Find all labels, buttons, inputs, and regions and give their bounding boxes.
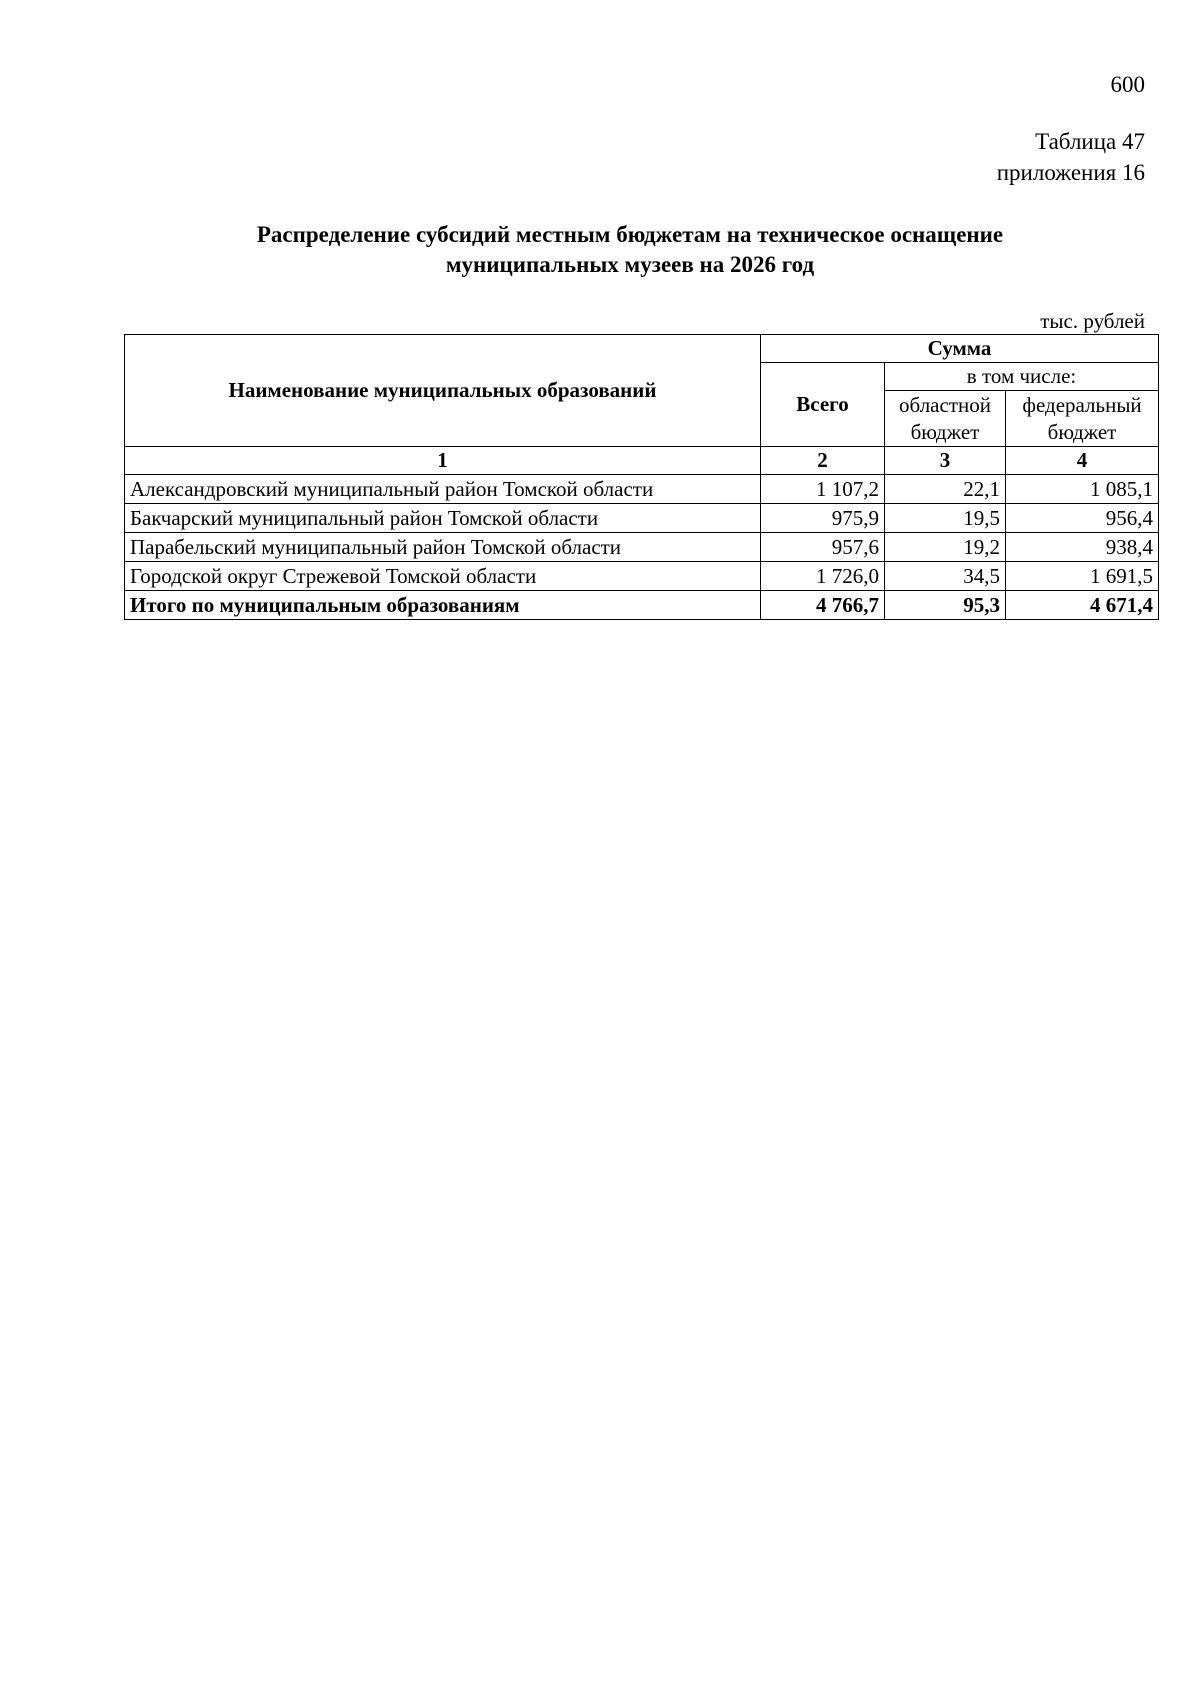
column-number-2: 2 <box>761 447 885 475</box>
column-number-3: 3 <box>885 447 1006 475</box>
page-number: 600 <box>1110 72 1145 97</box>
total-row <box>125 591 1159 620</box>
total-amount: 1 107,2 <box>761 475 885 504</box>
header-sum: Сумма <box>761 335 1159 363</box>
grand-federal-amount: 4 671,4 <box>1006 591 1159 620</box>
federal-amount: 1 085,1 <box>1006 475 1159 504</box>
municipality-name: Городской округ Стрежевой Томской области <box>125 562 761 591</box>
municipality-name: Александровский муниципальный район Томской области <box>125 475 761 504</box>
document-title-line2: муниципальных музеев на 2026 год <box>445 252 815 277</box>
header-including: в том числе: <box>885 363 1159 391</box>
header-name: Наименование муниципальных образований <box>125 335 761 447</box>
grand-regional-amount: 95,3 <box>885 591 1006 620</box>
regional-amount: 22,1 <box>885 475 1006 504</box>
table-row <box>125 533 1159 562</box>
regional-amount: 19,5 <box>885 504 1006 533</box>
document-title-line1: Распределение субсидий местным бюджетам на техническое оснащение <box>256 222 1004 247</box>
total-amount: 957,6 <box>761 533 885 562</box>
subsidies-table <box>124 334 1159 620</box>
header-federal-line2: бюджет <box>1047 419 1117 444</box>
header-total: Всего <box>761 363 885 447</box>
units-label: тыс. рублей <box>1040 309 1145 333</box>
table-reference-line1: Таблица 47 <box>1035 129 1145 154</box>
regional-amount: 19,2 <box>885 533 1006 562</box>
federal-amount: 956,4 <box>1006 504 1159 533</box>
document-title <box>0 220 1200 280</box>
header-regional-budget <box>885 391 1006 447</box>
column-number-4: 4 <box>1006 447 1159 475</box>
federal-amount: 938,4 <box>1006 533 1159 562</box>
column-number-1: 1 <box>125 447 761 475</box>
table-reference-line2: приложения 16 <box>996 160 1145 185</box>
total-amount: 1 726,0 <box>761 562 885 591</box>
header-federal-line1: федеральный <box>1022 392 1142 417</box>
header-regional-line2: бюджет <box>910 419 980 444</box>
regional-amount: 34,5 <box>885 562 1006 591</box>
total-row-label: Итого по муниципальным образованиям <box>125 591 761 620</box>
municipality-name: Парабельский муниципальный район Томской области <box>125 533 761 562</box>
federal-amount: 1 691,5 <box>1006 562 1159 591</box>
municipality-name: Бакчарский муниципальный район Томской области <box>125 504 761 533</box>
table-row <box>125 504 1159 533</box>
table-row <box>125 475 1159 504</box>
header-regional-line1: областной <box>899 392 991 417</box>
header-federal-budget <box>1006 391 1159 447</box>
grand-total-amount: 4 766,7 <box>761 591 885 620</box>
total-amount: 975,9 <box>761 504 885 533</box>
table-row <box>125 562 1159 591</box>
table-reference <box>997 126 1145 188</box>
